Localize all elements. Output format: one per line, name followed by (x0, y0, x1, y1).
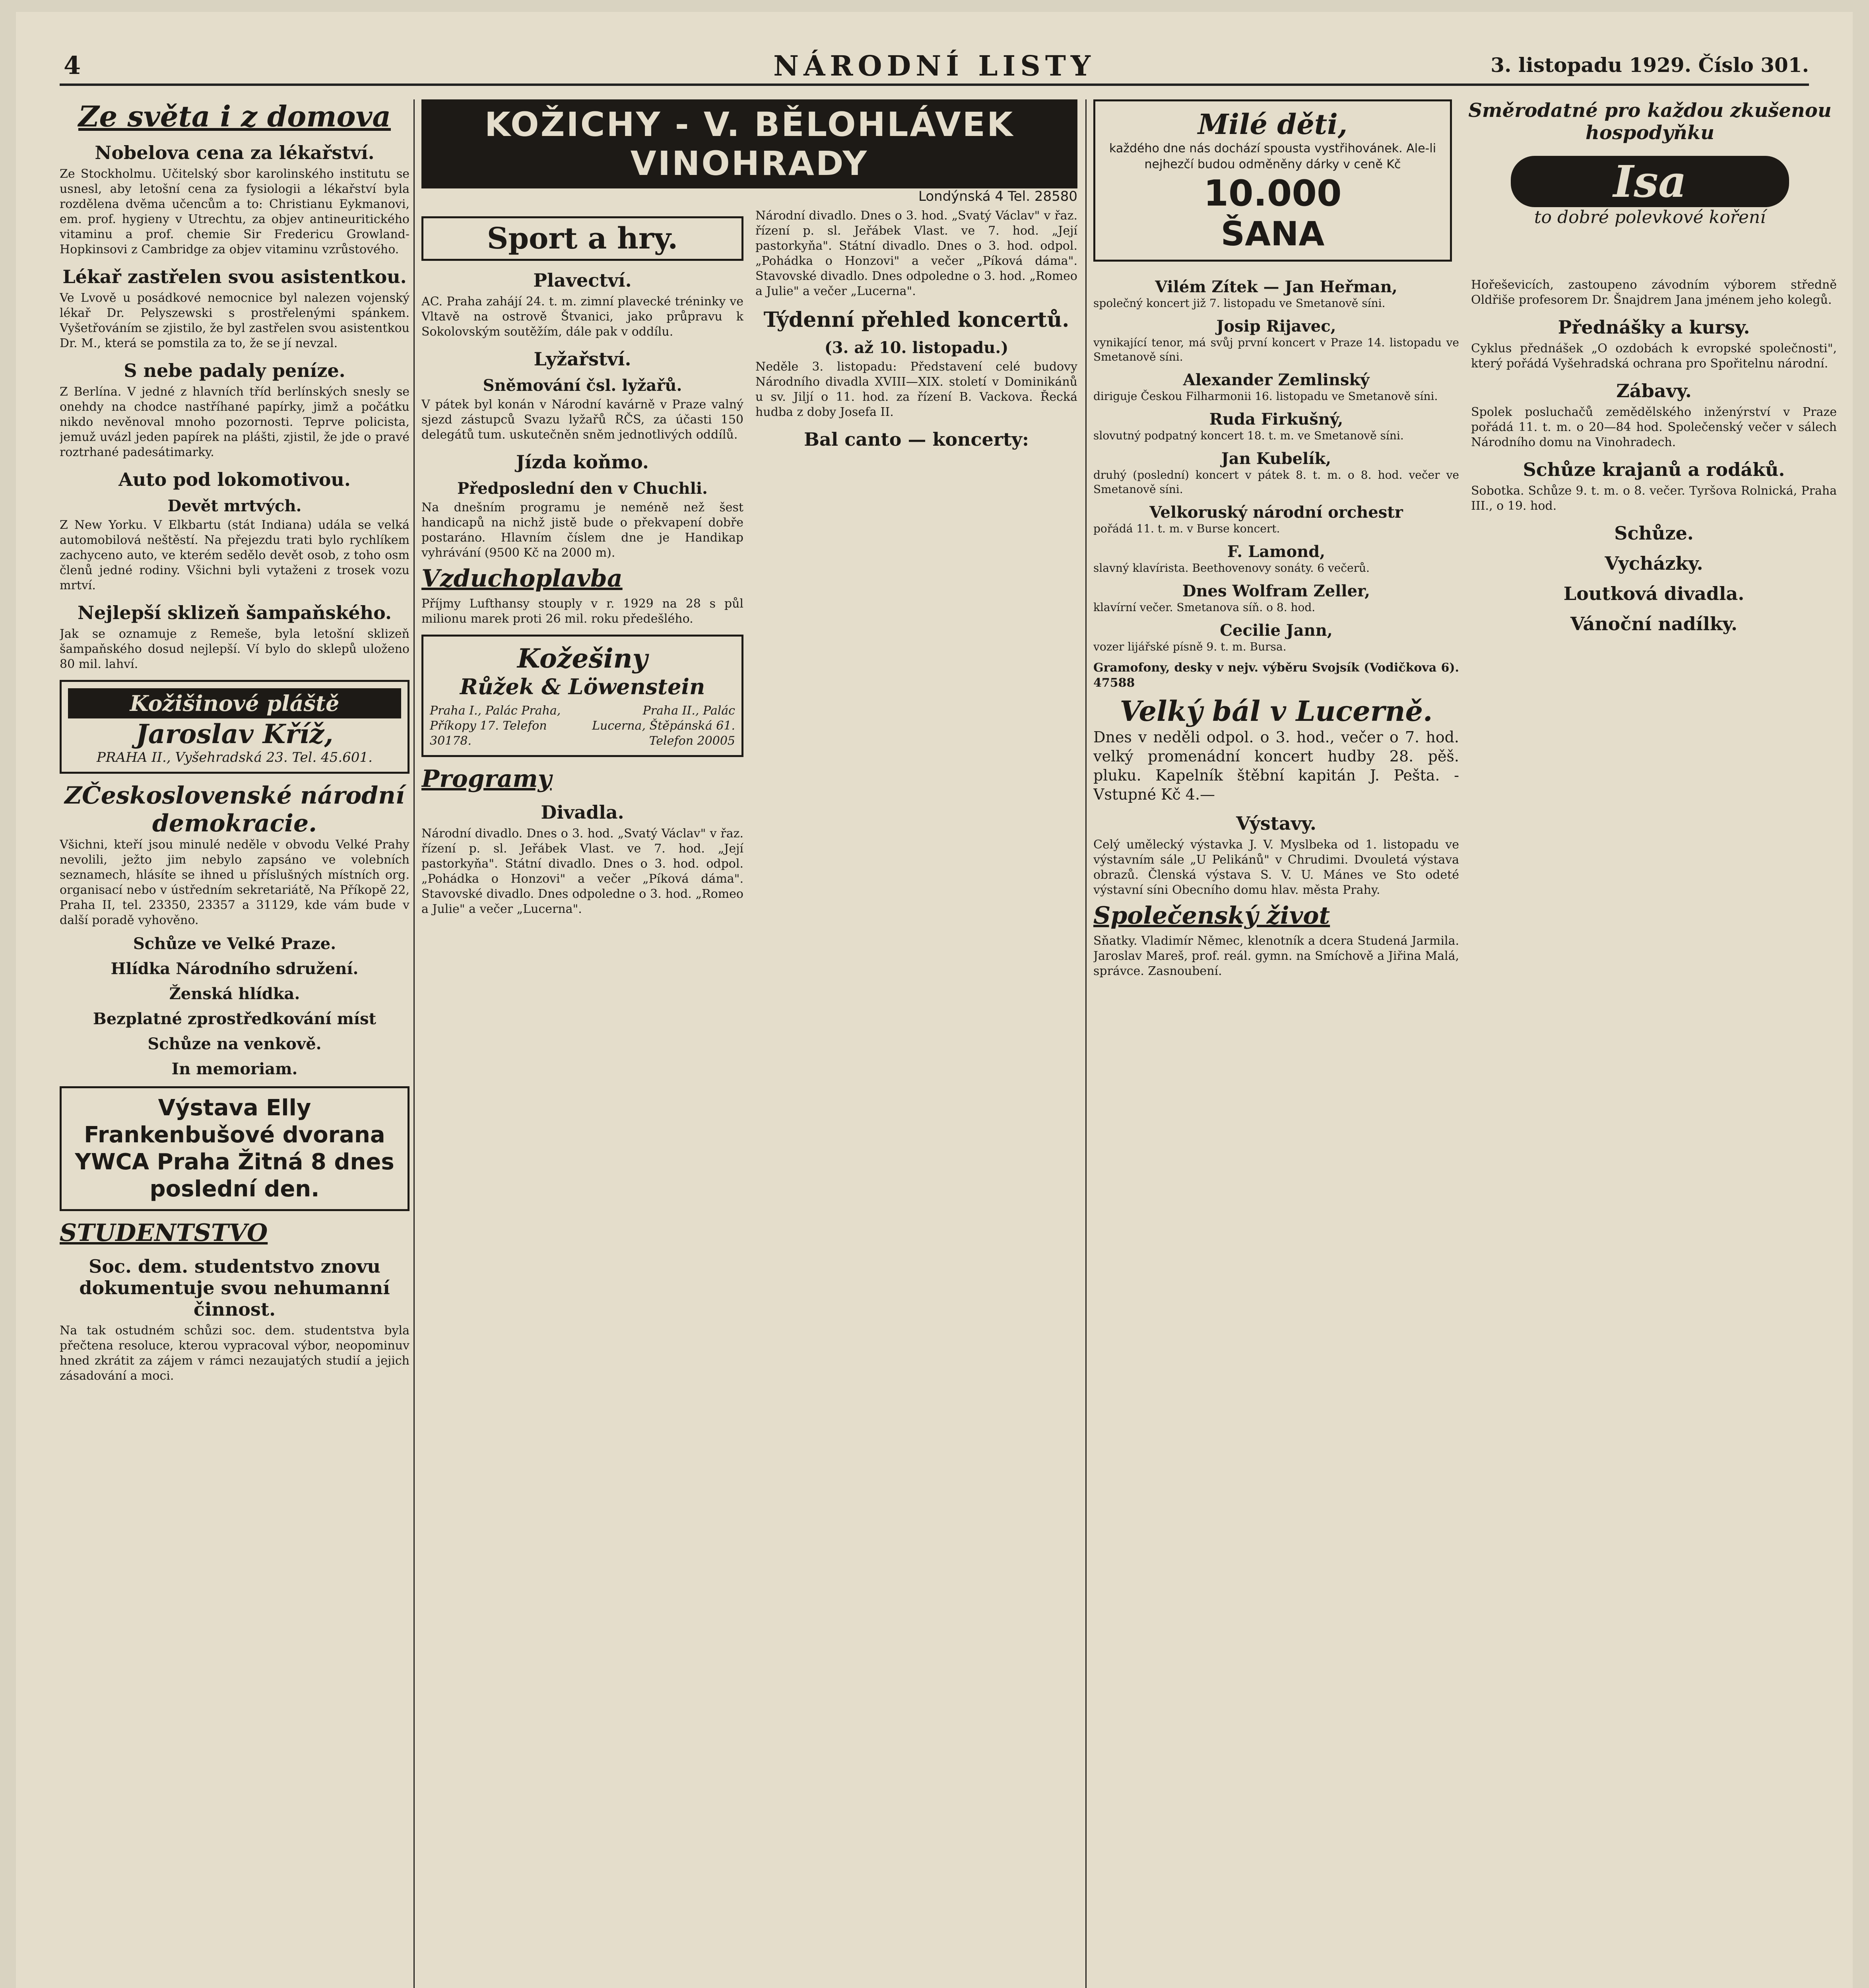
advertisement-exhibition: Výstava Elly Frankenbušové dvorana YWCA Praha Žitná 8 dnes poslední den. (60, 1086, 410, 1211)
ad-brand: Isa (1511, 156, 1789, 207)
ad-addresses (430, 703, 735, 749)
lectures-column (1471, 278, 1837, 983)
sport-title: Sport a hry. (487, 221, 678, 256)
meetings-title: Schůze krajanů a rodáků. (1523, 459, 1785, 480)
concert-entry (1093, 582, 1459, 615)
concert-entry (1093, 542, 1459, 575)
puppet-title: Loutková divadla. (1563, 583, 1745, 604)
ad-firm: Růžek & Löwenstein (460, 674, 705, 699)
sport-title-box (421, 216, 743, 261)
aviation-text: Příjmy Lufthansy stouply v r. 1929 na 28 s půl milionu marek proti 26 mil. roku předešlého. (421, 597, 743, 626)
sport-subheading: Sněmování čsl. lyžařů. (483, 376, 682, 395)
concerts-text: Neděle 3. listopadu: Představení celé budovy Národního divadla XVIII—XIX. století v Dominikánů u sv. Jiljí o 11. hod. za řízení B. Vackova. Řecká hudba z doby Josefa II. (755, 360, 1077, 419)
entry-name: Josip Rijavec, (1216, 317, 1336, 336)
concert-entry (1093, 410, 1459, 443)
article-text: Ve Lvově u posádkové nemocnice byl nalezen vojenský lékař Dr. Pelyszewski s prostřelenými spánkem. Vyšetřováním se zjistilo, že byl zastřelen svou asistentkou Dr. M., která se pomstila za to, že se jí nevzal. (60, 291, 410, 350)
column-rule (413, 99, 415, 1988)
heading: Schůze na venkově. (148, 1035, 322, 1053)
parties-text: Spolek posluchačů zemědělského inženýrství v Praze pořádá 11. t. m. o 20—84 hod. Společenský večer v sálech Národního domu na Vinohradech. (1471, 405, 1837, 449)
concerts-subtitle: (3. až 10. listopadu.) (824, 338, 1009, 357)
sport-heading: Jízda koňmo. (516, 451, 649, 473)
article-title: Nobelova cena za lékařství. (95, 142, 375, 163)
ad-address-right: Praha II., Palác Lucerna, Štěpánská 61. Telefon 20005 (592, 704, 735, 748)
lucerna-title: Velký bál v Lucerně. (1120, 695, 1433, 728)
columns-wrapper (1093, 278, 1837, 983)
exhibitions-title: Výstavy. (1236, 813, 1316, 834)
entry-name: Jan Kubelík, (1221, 449, 1331, 468)
entry-text: společný koncert již 7. listopadu ve Smetanově síni. (1093, 297, 1386, 310)
article-title: Lékař zastřelen svou asistentkou. (62, 266, 407, 287)
concerts-title: Týdenní přehled koncertů. (763, 308, 1069, 332)
article-subtitle: Devět mrtvých. (167, 497, 302, 515)
aviation-title: Vzduchoplavba (421, 565, 623, 592)
sport-text: AC. Praha zahájí 24. t. m. zimní plavecké tréninky ve Vltavě na ostrově Štvanici, jako průpravu k Sokolovským soutěžím, dále pak v oddílu. (421, 295, 743, 339)
parties-title: Zábavy. (1616, 380, 1692, 402)
trips-title: Vycházky. (1605, 553, 1703, 574)
entry-text: slavný klavírista. Beethovenovy sonáty. 6 večerů. (1093, 561, 1370, 575)
advertisement-belohlavek: KOŽICHY - V. BĚLOHLÁVEK VINOHRADY (421, 99, 1077, 188)
ad-brand: ŠANA (1221, 214, 1325, 253)
column-2 (421, 99, 1077, 1988)
concert-entry (1093, 371, 1459, 404)
masthead (60, 44, 1809, 86)
party-text: Všichni, kteří jsou minulé neděle v obvodu Velké Prahy nevolili, ježto jim nebylo zapsáno ve volebních seznamech, hlásíte se ihned u příslušných místních org. organisací nebo v ústředním sekretariátě, Na Příkopě 22, Praha II, tel. 23350, 23357 a 31129, kde vám bude v další poradě vyhověno. (60, 838, 410, 927)
heading: Bezplatné zprostředkování míst (93, 1010, 377, 1028)
article-text: Jak se oznamuje z Remeše, byla letošní sklizeň šampaňského dosud nejlepší. Ví bylo do sklepů uloženo 80 mil. lahví. (60, 627, 410, 671)
article-title: Auto pod lokomotivou. (118, 469, 351, 490)
sport-heading: Lyžařství. (534, 348, 631, 370)
concerts-column (755, 208, 1077, 921)
society-text: Sňatky. Vladimír Němec, klenotník a dcera Studená Jarmila. Jaroslav Mareš, prof. reál. gymn. na Smíchově a Jiřina Malá, správce. Zasnoubení. (1093, 934, 1459, 978)
top-ads (1093, 99, 1837, 270)
ad-slogan: to dobré polevkové koření (1534, 207, 1766, 227)
concert-entry (1093, 317, 1459, 364)
column-3 (1093, 99, 1837, 1988)
concert-entry (1093, 621, 1459, 654)
entry-text: vozer lijářské písně 9. t. m. Bursa. (1093, 640, 1287, 653)
entry-name: Vilém Zítek — Jan Heřman, (1155, 278, 1397, 296)
entry-text: druhý (poslední) koncert v pátek 8. t. m. o 8. hod. večer ve Smetanově síni. (1093, 468, 1459, 496)
party-title: ZČeskoslovenské národní demokracie. (64, 782, 405, 837)
advertisement-isa (1463, 99, 1837, 270)
column-1 (60, 99, 410, 1988)
concert-notices (1093, 278, 1459, 983)
issue-date: 3. listopadu 1929. Číslo 301. (1491, 53, 1809, 77)
heading: Ženská hlídka. (169, 984, 300, 1003)
sport-heading: Plavectví. (533, 270, 632, 291)
newspaper-title: NÁRODNÍ LISTY (773, 49, 1095, 82)
schuze-title: Schůze. (1614, 522, 1694, 544)
ad-text: každého dne nás dochází spousta vystřihovánek. Ale-li nejhezčí budou odměněny dárky v ceně Kč (1109, 142, 1436, 171)
entry-name: Ruda Firkušný, (1209, 410, 1343, 429)
heading: Hlídka Národního sdružení. (111, 959, 359, 978)
entry-text: diriguje Českou Filharmonii 16. listopadu ve Smetanově síni. (1093, 390, 1438, 403)
ad-address: PRAHA II., Vyšehradská 23. Tel. 45.601. (97, 749, 373, 765)
section-title: STUDENTSTVO (60, 1219, 268, 1247)
entry-name: Alexander Zemlinský (1183, 371, 1370, 389)
entry-name: Cecilie Jann, (1220, 621, 1333, 640)
concert-entry (1093, 278, 1459, 311)
article-title: Nejlepší sklizeň šampaňského. (78, 602, 392, 623)
ad-title: Směrodatné pro každou zkušenou hospodyňku (1468, 99, 1832, 144)
article-text: Na tak ostudném schůzi soc. dem. studentstva byla přečtena resoluce, kterou vypracoval výbor, neopominuv hned zkrátit za zájem v rámci nezaujatých studií a jejich zásadování a moci. (60, 1324, 410, 1383)
concert-entry (1093, 449, 1459, 497)
lucerna-text: Dnes v neděli odpol. o 3. hod., večer o 7. hod. velký promenádní koncert hudby 28. pěš. pluku. Kapelník štěbní kapitán J. Pešta. - Vstupné Kč 4.— (1093, 728, 1459, 803)
concerts-heading: Bal canto — koncerty: (804, 429, 1029, 450)
entry-name: Dnes Wolfram Zeller, (1182, 582, 1370, 600)
gramophone-notice: Gramofony, desky v nejv. výběru Svojsík (Vodičkova 6). 47588 (1093, 661, 1459, 690)
sport-column (421, 208, 743, 921)
sport-subheading: Předposlední den v Chuchli. (457, 479, 708, 498)
ad-name: Jaroslav Kříž, (136, 718, 334, 749)
programme-subheading: Divadla. (541, 802, 624, 823)
entry-text: vynikající tenor, má svůj první koncert v Praze 14. listopadu ve Smetanově síni. (1093, 336, 1459, 363)
article-text: Z Berlína. V jedné z hlavních tříd berlínských snesly se onehdy na chodce nastříhané papírky, jimž a počátku nikdo nevěnoval mnoho pozornosti. Teprve policista, jemuž uvázl jeden papírek na plášti, zjistil, že jde o pravé roztrhané padesátimarky. (60, 385, 410, 459)
entry-name: Velkoruský národní orchestr (1149, 503, 1403, 522)
lectures-text: Cyklus přednášek „O ozdobách k evropské společnosti", který pořádá Vyšehradská ochrana pro Spořitelnu národní. (1471, 342, 1837, 371)
concert-entry (1093, 503, 1459, 536)
article-text: Ze Stockholmu. Učitelský sbor karolinského institutu se usnesl, aby letošní cena za fysiologii a lékařství byla rozdělena dvěma učencům a to: Christianu Eykmanovi, em. prof. hygieny v Utrechtu, za objev antineuritického vitaminu a prof. chemie Sir Fredericu Growland-Hopkinsovi z Cambridge za objev vitaminu vzrůstového. (60, 167, 410, 256)
entry-text: slovutný podpatný koncert 18. t. m. ve Smetanově síni. (1093, 429, 1404, 442)
society-title: Společenský život (1093, 902, 1330, 930)
advertisement-sana (1093, 99, 1452, 262)
programme-title: Programy (421, 765, 552, 793)
section-title: Ze světa i z domova (78, 99, 391, 133)
ad-address: Londýnská 4 Tel. 28580 (918, 188, 1077, 204)
heading: In memoriam. (171, 1060, 298, 1078)
christmas-title: Vánoční nadílky. (1570, 613, 1738, 635)
ad-price: 10.000 (1203, 173, 1342, 214)
article-title: S nebe padaly peníze. (124, 360, 345, 381)
ad-title: Kožešiny (517, 643, 648, 674)
sport-text: Na dnešním programu je neméně než šest handicapů na nichž jistě bude o překvapení dobře postaráno. Hlavním číslem dne je Handikap vyhrávání (9500 Kč na 2000 m). (421, 501, 743, 560)
sport-text: V pátek byl konán v Národní kavárně v Praze valný sjezd zástupců Svazu lyžařů RČS, za účasti 150 delegátů tum. uskutečněn sněm jednotlivých oddílů. (421, 398, 743, 442)
advertisement-kozesiny (421, 635, 743, 757)
ad-address-left: Praha I., Palác Praha, Příkopy 17. Telefon 30178. (430, 704, 561, 748)
columns-wrapper (421, 208, 1077, 921)
lectures-title: Přednášky a kursy. (1558, 316, 1750, 338)
programme-text: Národní divadlo. Dnes o 3. hod. „Svatý Václav" v řaz. řízení p. sl. Jeřábek Vlast. ve 7. hod. „Její pastorkyňa". Státní divadlo. Dnes o 3. hod. odpol. „Pohádka o Honzovi" a večer „Píková dáma". Stavovské divadlo. Dnes odpoledne o 3. hod. „Romeo a Julie" a večer „Lucerna". (755, 209, 1077, 298)
page-number: 4 (64, 51, 81, 80)
article-title: Soc. dem. studentstvo znovu dokumentuje svou nehumanní činnost. (79, 1256, 390, 1320)
exhibitions-text: Celý umělecký výstavka J. V. Myslbeka od 1. listopadu ve výstavním sále „U Pelikánů" v Chrudimi. Dvouletá výstava obrazů. Členská výstava S. V. U. Mánes ve Sto odeté výstavní síni Obecního domu hlav. města Prahy. (1093, 838, 1459, 897)
column-rule (1085, 99, 1087, 1988)
meetings-text: Sobotka. Schůze 9. t. m. o 8. večer. Tyršova Rolnická, Praha III., o 19. hod. (1471, 484, 1837, 513)
entry-name: F. Lamond, (1227, 542, 1326, 561)
ad-heading: Kožišinové pláště (68, 688, 401, 718)
advertisement-kriz (60, 680, 410, 774)
notice-text: Hořeševicích, zastoupeno závodním výborem středně Oldřiše profesorem Dr. Šnajdrem Jana jménem jeho kolegů. (1471, 278, 1837, 307)
ad-title: Milé děti, (1197, 108, 1348, 141)
entry-text: pořádá 11. t. m. v Burse koncert. (1093, 522, 1280, 535)
programme-text: Národní divadlo. Dnes o 3. hod. „Svatý Václav" v řaz. řízení p. sl. Jeřábek Vlast. ve 7. hod. „Její pastorkyňa". Státní divadlo. Dnes o 3. hod. odpol. „Pohádka o Honzovi" a večer „Píková dáma". Stavovské divadlo. Dnes odpoledne o 3. hod. „Romeo a Julie" a večer „Lucerna". (421, 827, 743, 916)
heading: Schůze ve Velké Praze. (133, 934, 336, 953)
article-text: Z New Yorku. V Elkbartu (stát Indiana) udála se velká automobilová neštěstí. Na přejezdu trati bylo rychlíkem zachyceno auto, ve kterém sedělo devět osob, z toho osm členů jedné rodiny. Všichni byli vytaženi z trosek vozu mrtví. (60, 518, 410, 592)
entry-text: klavírní večer. Smetanova síň. o 8. hod. (1093, 601, 1316, 614)
